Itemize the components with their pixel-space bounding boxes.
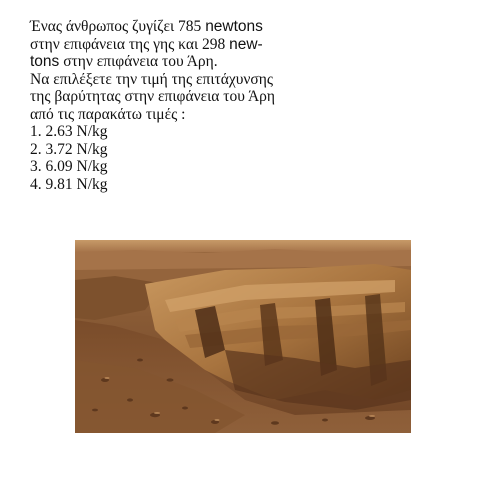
- question-line-4: Να επιλέξετε την τιμή της επιτάχυνσης: [30, 70, 274, 88]
- mars-surface-photo: [75, 240, 411, 433]
- unit-newtons: newtons: [205, 18, 263, 35]
- unit-tons: tons: [30, 53, 60, 70]
- question-line-1: Ένας άνθρωπος ζυγίζει 785 newtons: [30, 18, 263, 35]
- option-4: 4. 9.81 N/kg: [30, 175, 108, 193]
- unit-new-hyphen: new-: [229, 35, 263, 53]
- question-line-2: στην επιφάνεια της γης και 298 new-: [30, 35, 263, 53]
- question-line-5: της βαρύτητας στην επιφάνεια του Άρη: [30, 88, 275, 105]
- option-3: 3. 6.09 N/kg: [30, 158, 108, 175]
- option-2: 2. 3.72 N/kg: [30, 140, 108, 158]
- question-line-6: από τις παρακάτω τιμές :: [30, 105, 186, 123]
- option-1: 1. 2.63 N/kg: [30, 123, 108, 140]
- problem-text: [30, 18, 360, 193]
- question-line-3: tons στην επιφάνεια του Άρη.: [30, 53, 218, 70]
- mars-rock-outcrop-image: [75, 240, 411, 433]
